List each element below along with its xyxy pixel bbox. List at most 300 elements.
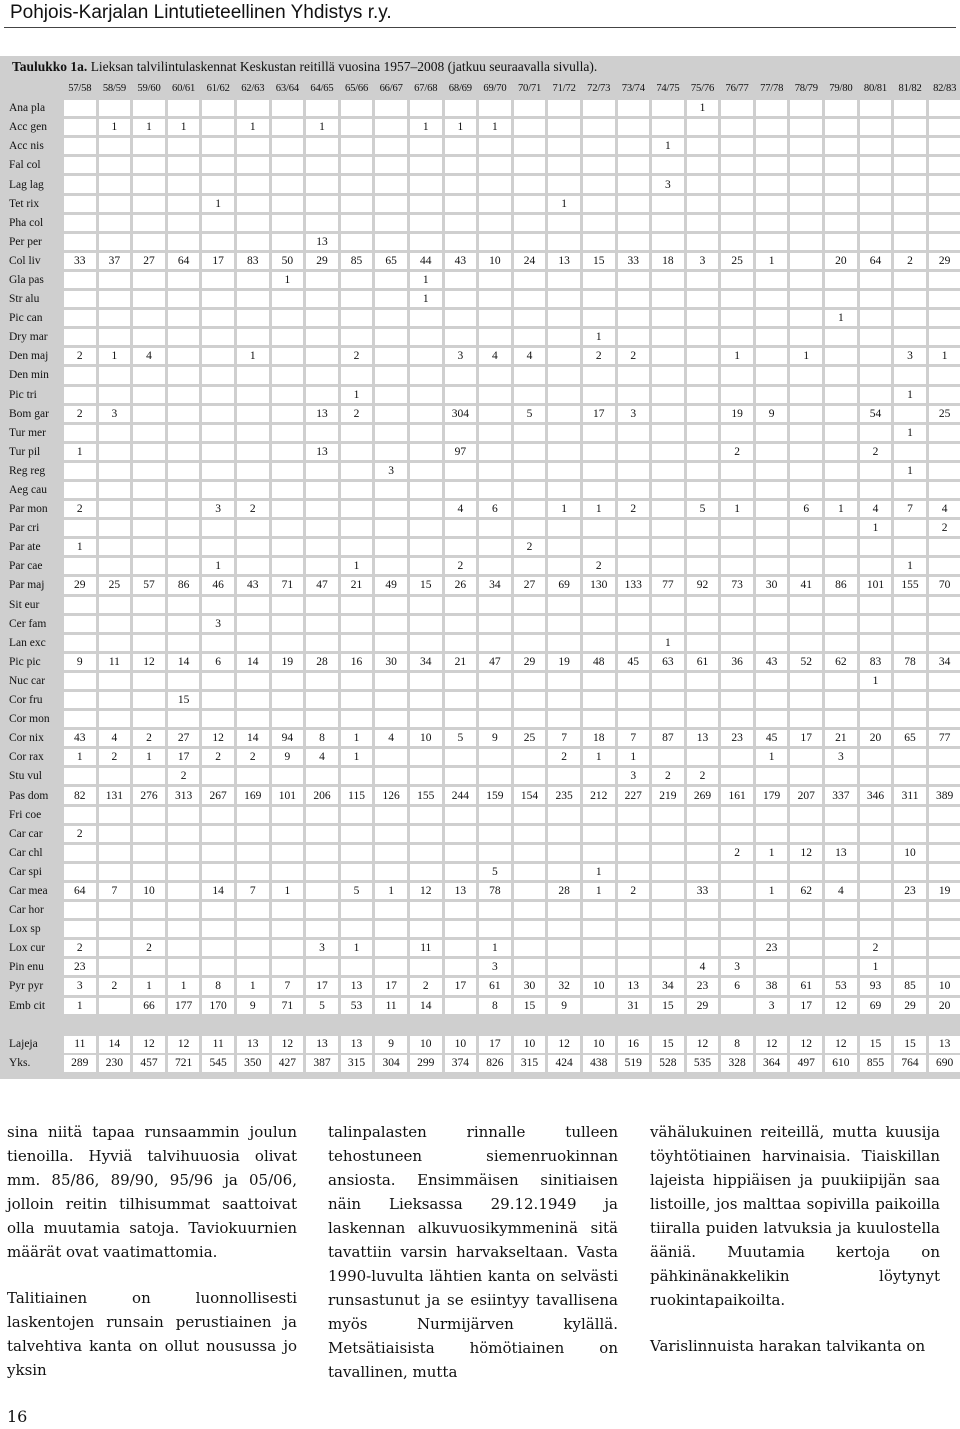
count-cell: 20 bbox=[860, 730, 892, 746]
summary-cell: 438 bbox=[583, 1055, 615, 1072]
count-cell: 28 bbox=[548, 883, 580, 899]
summary-row bbox=[1, 1055, 960, 1072]
count-cell bbox=[583, 635, 615, 651]
count-cell bbox=[860, 138, 892, 154]
count-cell bbox=[479, 291, 511, 307]
count-cell bbox=[168, 100, 200, 116]
count-cell bbox=[687, 406, 719, 422]
count-cell bbox=[548, 367, 580, 383]
count-cell: 4 bbox=[860, 501, 892, 517]
count-cell bbox=[514, 597, 546, 613]
count-cell bbox=[756, 558, 788, 574]
count-cell bbox=[652, 711, 684, 727]
count-cell bbox=[548, 520, 580, 536]
count-cell bbox=[929, 119, 960, 135]
count-cell: 73 bbox=[721, 577, 753, 593]
count-cell bbox=[860, 807, 892, 823]
count-cell bbox=[583, 902, 615, 918]
count-cell bbox=[64, 768, 96, 784]
count-cell bbox=[618, 329, 650, 345]
count-cell bbox=[687, 215, 719, 231]
count-cell: 12 bbox=[202, 730, 234, 746]
count-cell bbox=[721, 310, 753, 326]
count-cell: 207 bbox=[790, 787, 822, 803]
count-cell: 2 bbox=[548, 749, 580, 765]
count-cell: 2 bbox=[237, 749, 269, 765]
count-cell: 27 bbox=[133, 253, 165, 269]
count-cell bbox=[721, 272, 753, 288]
count-cell bbox=[306, 176, 338, 192]
count-cell bbox=[64, 387, 96, 403]
count-cell bbox=[341, 425, 373, 441]
table-row bbox=[1, 520, 960, 536]
count-cell bbox=[202, 768, 234, 784]
count-cell: 154 bbox=[514, 787, 546, 803]
count-cell bbox=[479, 215, 511, 231]
count-cell bbox=[721, 425, 753, 441]
count-cell: 23 bbox=[687, 978, 719, 994]
count-cell: 1 bbox=[618, 749, 650, 765]
count-cell bbox=[306, 616, 338, 632]
count-cell bbox=[860, 215, 892, 231]
count-cell bbox=[375, 749, 407, 765]
count-cell bbox=[929, 100, 960, 116]
count-cell bbox=[341, 711, 373, 727]
count-cell: 155 bbox=[410, 787, 442, 803]
count-cell bbox=[99, 826, 131, 842]
count-cell bbox=[548, 482, 580, 498]
count-cell bbox=[341, 100, 373, 116]
count-cell bbox=[687, 845, 719, 861]
count-cell bbox=[756, 425, 788, 441]
season-header: 62/63 bbox=[237, 81, 269, 97]
count-cell bbox=[64, 367, 96, 383]
count-cell bbox=[790, 635, 822, 651]
count-cell bbox=[790, 100, 822, 116]
count-cell bbox=[133, 329, 165, 345]
count-cell bbox=[64, 100, 96, 116]
count-cell bbox=[790, 711, 822, 727]
count-cell: 4 bbox=[375, 730, 407, 746]
count-cell bbox=[99, 940, 131, 956]
species-label: Fal col bbox=[1, 157, 61, 173]
count-cell bbox=[583, 807, 615, 823]
count-cell: 23 bbox=[721, 730, 753, 746]
table-row bbox=[1, 425, 960, 441]
count-cell bbox=[133, 902, 165, 918]
count-cell bbox=[99, 711, 131, 727]
count-cell bbox=[756, 520, 788, 536]
count-cell: 64 bbox=[64, 883, 96, 899]
count-cell bbox=[99, 520, 131, 536]
count-cell bbox=[272, 616, 304, 632]
count-cell bbox=[64, 616, 96, 632]
count-cell bbox=[929, 597, 960, 613]
count-cell bbox=[479, 749, 511, 765]
count-cell bbox=[341, 310, 373, 326]
count-cell bbox=[133, 921, 165, 937]
count-cell bbox=[583, 520, 615, 536]
count-cell: 10 bbox=[410, 730, 442, 746]
count-cell bbox=[479, 196, 511, 212]
count-cell bbox=[652, 692, 684, 708]
count-cell bbox=[687, 597, 719, 613]
count-cell bbox=[202, 329, 234, 345]
count-cell bbox=[825, 291, 857, 307]
count-cell bbox=[687, 310, 719, 326]
count-cell bbox=[168, 673, 200, 689]
count-cell bbox=[202, 692, 234, 708]
count-cell bbox=[272, 425, 304, 441]
count-cell: 131 bbox=[99, 787, 131, 803]
count-cell bbox=[237, 291, 269, 307]
table-row bbox=[1, 253, 960, 269]
count-cell bbox=[929, 749, 960, 765]
count-cell bbox=[341, 215, 373, 231]
count-cell: 34 bbox=[929, 654, 960, 670]
count-cell bbox=[894, 692, 926, 708]
body-text-column-3 bbox=[650, 1120, 940, 1380]
count-cell bbox=[341, 768, 373, 784]
count-cell: 169 bbox=[237, 787, 269, 803]
count-cell bbox=[306, 768, 338, 784]
count-cell: 1 bbox=[583, 864, 615, 880]
count-cell: 2 bbox=[583, 348, 615, 364]
species-label: Aeg cau bbox=[1, 482, 61, 498]
count-cell bbox=[479, 921, 511, 937]
count-cell bbox=[652, 883, 684, 899]
count-cell bbox=[410, 157, 442, 173]
count-cell bbox=[445, 673, 477, 689]
count-cell bbox=[652, 673, 684, 689]
count-cell bbox=[790, 921, 822, 937]
count-cell bbox=[894, 406, 926, 422]
count-cell bbox=[548, 463, 580, 479]
count-cell: 14 bbox=[202, 883, 234, 899]
count-cell bbox=[825, 807, 857, 823]
count-cell bbox=[548, 157, 580, 173]
count-cell bbox=[514, 673, 546, 689]
count-cell: 2 bbox=[652, 768, 684, 784]
count-cell bbox=[272, 501, 304, 517]
species-label: Pin enu bbox=[1, 959, 61, 975]
count-cell bbox=[202, 807, 234, 823]
table-row bbox=[1, 959, 960, 975]
count-cell bbox=[168, 921, 200, 937]
count-cell: 1 bbox=[583, 749, 615, 765]
table-row bbox=[1, 978, 960, 994]
summary-row bbox=[1, 1036, 960, 1053]
count-cell bbox=[341, 635, 373, 651]
count-cell bbox=[756, 539, 788, 555]
count-cell: 45 bbox=[618, 654, 650, 670]
count-cell bbox=[548, 692, 580, 708]
count-cell bbox=[410, 234, 442, 250]
count-cell bbox=[306, 310, 338, 326]
count-cell bbox=[825, 864, 857, 880]
count-cell bbox=[99, 329, 131, 345]
count-cell: 19 bbox=[548, 654, 580, 670]
count-cell bbox=[341, 176, 373, 192]
count-cell bbox=[64, 711, 96, 727]
count-cell bbox=[341, 482, 373, 498]
body-text-column-2 bbox=[328, 1120, 618, 1406]
count-cell bbox=[64, 463, 96, 479]
count-cell bbox=[756, 597, 788, 613]
count-cell bbox=[652, 406, 684, 422]
count-cell: 52 bbox=[790, 654, 822, 670]
count-cell bbox=[479, 807, 511, 823]
species-label: Pic tri bbox=[1, 387, 61, 403]
count-cell: 77 bbox=[929, 730, 960, 746]
summary-cell: 13 bbox=[306, 1036, 338, 1053]
count-cell: 9 bbox=[756, 406, 788, 422]
count-cell bbox=[583, 196, 615, 212]
count-cell: 4 bbox=[514, 348, 546, 364]
count-cell bbox=[548, 807, 580, 823]
count-cell bbox=[860, 367, 892, 383]
summary-cell: 364 bbox=[756, 1055, 788, 1072]
count-cell bbox=[445, 215, 477, 231]
count-cell bbox=[237, 138, 269, 154]
season-header: 64/65 bbox=[306, 81, 338, 97]
count-cell: 4 bbox=[99, 730, 131, 746]
count-cell bbox=[756, 711, 788, 727]
count-cell bbox=[272, 959, 304, 975]
count-cell bbox=[548, 387, 580, 403]
count-cell: 78 bbox=[479, 883, 511, 899]
count-cell: 45 bbox=[756, 730, 788, 746]
count-cell: 2 bbox=[410, 978, 442, 994]
count-cell bbox=[375, 348, 407, 364]
count-cell bbox=[237, 807, 269, 823]
count-cell bbox=[237, 616, 269, 632]
count-cell: 5 bbox=[341, 883, 373, 899]
count-cell bbox=[583, 692, 615, 708]
count-cell: 179 bbox=[756, 787, 788, 803]
count-cell bbox=[341, 864, 373, 880]
count-cell bbox=[756, 196, 788, 212]
count-cell bbox=[825, 539, 857, 555]
count-cell bbox=[375, 807, 407, 823]
table-row bbox=[1, 711, 960, 727]
count-cell bbox=[687, 329, 719, 345]
count-cell: 53 bbox=[341, 998, 373, 1014]
count-cell bbox=[825, 673, 857, 689]
count-cell: 19 bbox=[721, 406, 753, 422]
count-cell bbox=[410, 826, 442, 842]
count-cell bbox=[721, 635, 753, 651]
season-header: 75/76 bbox=[687, 81, 719, 97]
count-cell bbox=[756, 100, 788, 116]
count-cell bbox=[514, 845, 546, 861]
count-cell bbox=[410, 597, 442, 613]
count-cell bbox=[375, 176, 407, 192]
count-cell: 61 bbox=[479, 978, 511, 994]
count-cell bbox=[306, 539, 338, 555]
count-cell: 11 bbox=[99, 654, 131, 670]
count-cell bbox=[790, 157, 822, 173]
count-cell bbox=[860, 616, 892, 632]
count-cell bbox=[860, 291, 892, 307]
count-cell bbox=[133, 711, 165, 727]
count-cell: 69 bbox=[860, 998, 892, 1014]
count-cell bbox=[652, 959, 684, 975]
count-cell bbox=[756, 387, 788, 403]
count-cell bbox=[929, 616, 960, 632]
count-cell: 12 bbox=[790, 845, 822, 861]
count-cell: 11 bbox=[375, 998, 407, 1014]
count-cell bbox=[790, 959, 822, 975]
count-cell: 69 bbox=[548, 577, 580, 593]
count-cell bbox=[445, 310, 477, 326]
count-cell bbox=[929, 921, 960, 937]
count-cell bbox=[583, 310, 615, 326]
count-cell: 63 bbox=[652, 654, 684, 670]
count-cell: 1 bbox=[860, 520, 892, 536]
count-cell bbox=[583, 272, 615, 288]
summary-cell: 289 bbox=[64, 1055, 96, 1072]
table-row bbox=[1, 883, 960, 899]
count-cell bbox=[652, 463, 684, 479]
count-cell bbox=[375, 711, 407, 727]
count-cell: 2 bbox=[860, 444, 892, 460]
count-cell bbox=[410, 673, 442, 689]
count-cell bbox=[721, 520, 753, 536]
count-cell: 34 bbox=[479, 577, 511, 593]
species-label: Pyr pyr bbox=[1, 978, 61, 994]
count-cell bbox=[202, 902, 234, 918]
count-cell bbox=[721, 864, 753, 880]
count-cell bbox=[99, 692, 131, 708]
count-cell: 86 bbox=[825, 577, 857, 593]
count-cell bbox=[64, 520, 96, 536]
count-cell bbox=[306, 291, 338, 307]
count-cell bbox=[168, 310, 200, 326]
count-cell: 2 bbox=[64, 348, 96, 364]
count-cell: 17 bbox=[583, 406, 615, 422]
species-label: Lox cur bbox=[1, 940, 61, 956]
count-cell bbox=[375, 940, 407, 956]
count-cell: 4 bbox=[445, 501, 477, 517]
count-cell bbox=[272, 329, 304, 345]
count-cell bbox=[410, 329, 442, 345]
count-cell: 244 bbox=[445, 787, 477, 803]
season-header: 63/64 bbox=[272, 81, 304, 97]
count-cell bbox=[272, 157, 304, 173]
count-cell bbox=[756, 864, 788, 880]
count-cell bbox=[306, 826, 338, 842]
count-cell bbox=[514, 616, 546, 632]
count-cell: 16 bbox=[341, 654, 373, 670]
count-cell bbox=[133, 157, 165, 173]
count-cell bbox=[687, 692, 719, 708]
count-cell bbox=[341, 921, 373, 937]
count-cell bbox=[410, 864, 442, 880]
summary-cell: 328 bbox=[721, 1055, 753, 1072]
count-cell: 92 bbox=[687, 577, 719, 593]
summary-cell: 13 bbox=[341, 1036, 373, 1053]
count-cell: 50 bbox=[272, 253, 304, 269]
species-label: Par mon bbox=[1, 501, 61, 517]
summary-cell: 315 bbox=[341, 1055, 373, 1072]
count-cell: 17 bbox=[375, 978, 407, 994]
count-cell bbox=[687, 539, 719, 555]
count-cell bbox=[168, 367, 200, 383]
count-cell: 70 bbox=[929, 577, 960, 593]
table-row bbox=[1, 597, 960, 613]
count-cell bbox=[652, 387, 684, 403]
count-cell bbox=[548, 673, 580, 689]
count-cell: 1 bbox=[756, 749, 788, 765]
species-label: Cor nix bbox=[1, 730, 61, 746]
count-cell bbox=[721, 692, 753, 708]
species-label: Tet rix bbox=[1, 196, 61, 212]
count-cell bbox=[721, 539, 753, 555]
count-cell bbox=[306, 215, 338, 231]
count-cell bbox=[306, 902, 338, 918]
count-cell bbox=[756, 367, 788, 383]
count-cell bbox=[583, 711, 615, 727]
count-cell bbox=[825, 100, 857, 116]
count-cell bbox=[756, 959, 788, 975]
count-cell bbox=[375, 119, 407, 135]
count-cell bbox=[99, 807, 131, 823]
count-cell: 3 bbox=[618, 406, 650, 422]
count-cell bbox=[929, 310, 960, 326]
count-cell bbox=[687, 425, 719, 441]
count-cell bbox=[687, 520, 719, 536]
count-cell bbox=[133, 310, 165, 326]
count-cell bbox=[445, 138, 477, 154]
count-cell bbox=[548, 635, 580, 651]
count-cell: 267 bbox=[202, 787, 234, 803]
count-cell: 10 bbox=[583, 978, 615, 994]
count-cell bbox=[929, 902, 960, 918]
count-cell: 31 bbox=[618, 998, 650, 1014]
count-cell bbox=[790, 749, 822, 765]
count-cell bbox=[133, 196, 165, 212]
count-cell bbox=[64, 291, 96, 307]
count-cell bbox=[272, 348, 304, 364]
count-cell bbox=[687, 157, 719, 173]
species-label: Lan exc bbox=[1, 635, 61, 651]
count-cell bbox=[64, 310, 96, 326]
count-cell: 3 bbox=[479, 959, 511, 975]
count-cell bbox=[721, 940, 753, 956]
count-cell bbox=[445, 921, 477, 937]
count-cell: 38 bbox=[756, 978, 788, 994]
count-cell bbox=[272, 119, 304, 135]
count-cell bbox=[652, 921, 684, 937]
count-cell bbox=[514, 692, 546, 708]
count-cell bbox=[99, 425, 131, 441]
count-cell bbox=[790, 367, 822, 383]
count-cell bbox=[410, 616, 442, 632]
count-cell bbox=[168, 807, 200, 823]
summary-cell: 610 bbox=[825, 1055, 857, 1072]
count-cell bbox=[894, 826, 926, 842]
count-cell: 5 bbox=[306, 998, 338, 1014]
count-cell bbox=[721, 482, 753, 498]
count-cell bbox=[721, 558, 753, 574]
count-cell bbox=[272, 100, 304, 116]
count-cell bbox=[583, 234, 615, 250]
count-cell bbox=[272, 367, 304, 383]
count-cell: 1 bbox=[375, 883, 407, 899]
count-cell bbox=[514, 921, 546, 937]
count-cell bbox=[202, 387, 234, 403]
